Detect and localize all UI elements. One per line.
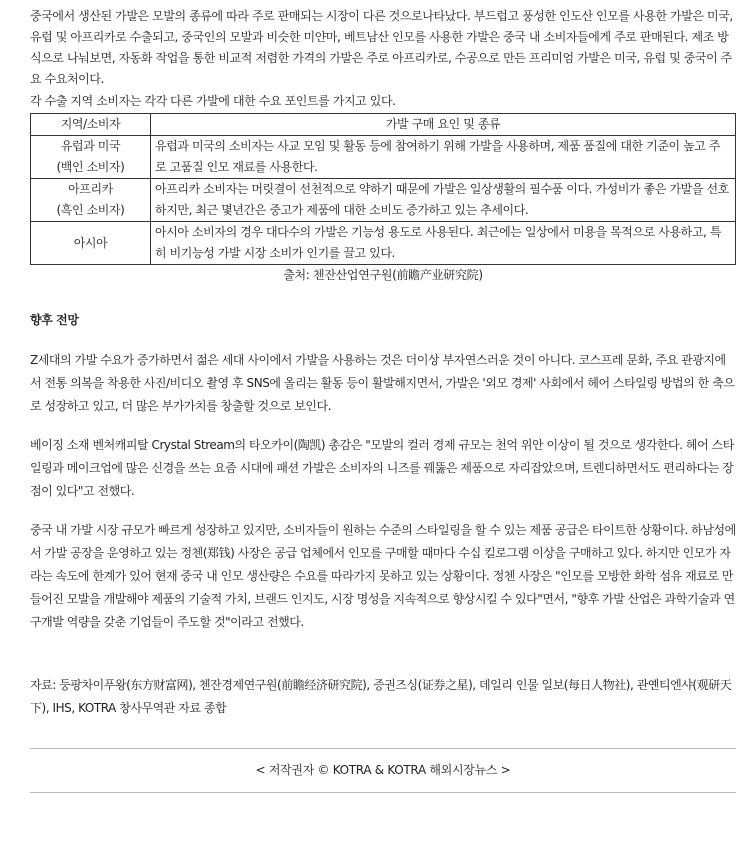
copyright-notice: < 저작권자 © KOTRA & KOTRA 해외시장뉴스 > xyxy=(255,763,511,777)
table-cell-description: 아프리카 소비자는 머릿결이 선천적으로 약하기 때문에 가발은 일상생활의 필수품 이다. 가성비가 좋은 가발을 선호하지만, 최근 몇년간은 중고가 제품에 대한 소비도 증가하고 있는 추세이다. xyxy=(151,179,736,222)
region-name: 유럽과 미국 xyxy=(60,139,121,153)
region-consumer: (흑인 소비자) xyxy=(56,203,125,217)
table-row xyxy=(31,136,736,179)
table-row xyxy=(31,179,736,222)
table-cell-region xyxy=(31,136,151,179)
table-row xyxy=(31,222,736,265)
outlook-paragraph: Z세대의 가발 수요가 증가하면서 젊은 세대 사이에서 가발을 사용하는 것은 더이상 부자연스러운 것이 아니다. 코스프레 문화, 주요 관광지에서 전통 의복을 착용한 사진/비디오 촬영 후 SNS에 올리는 활동 등이 활발해지면서, 가발은 '외모 경제' 사회에서 헤어 스타일링 방법의 한 축으로 성장하고 있고, 더 많은 부가가치를 창출할 것으로 보인다. xyxy=(30,353,735,413)
outlook-paragraph: 중국 내 가발 시장 규모가 빠르게 성장하고 있지만, 소비자들이 원하는 수준의 스타일링을 할 수 있는 제품 공급은 타이트한 상황이다. 하남성에서 가발 공장을 운영하고 있는 정첸(郑钱) 사장은 공급 업체에서 인모를 구매할 때마다 수십 킬로그램 이상을 구매하고 있다. 하지만 인모가 자라는 속도에 한계가 있어 현재 중국 내 인모 생산량은 수요를 따라가지 못하고 있는 상황이다. 정첸 사장은 "인모를 모방한 화학 섬유 재료로 만들어진 모발을 개발해야 제품의 기술적 가치, 브랜드 인지도, 시장 명성을 지속적으로 향상시킬 수 있다"면서, "향후 가발 산업은 과학기술과 연구개발 역량을 갖춘 기업들이 주도할 것"이라고 전했다. xyxy=(30,523,736,629)
region-name: 아프리카 xyxy=(68,182,113,196)
divider xyxy=(30,792,736,793)
references-line: 자료: 둥팡차이푸왕(东方财富网), 첸잔경제연구원(前瞻经济研究院), 증권즈싱(证券之星), 데일리 인물 일보(每日人物社), 관옌티엔샤(观研天下), IHS, KOTRA 창사무역관 자료 종합 xyxy=(30,678,732,715)
table-cell-description: 아시아 소비자의 경우 대다수의 가발은 기능성 용도로 사용된다. 최근에는 일상에서 미용을 목적으로 사용하고, 특히 비기능성 가발 시장 소비가 인기를 끌고 있다. xyxy=(151,222,736,265)
demand-table xyxy=(30,113,736,265)
section-heading: 향후 전망 xyxy=(30,313,79,327)
table-cell-region xyxy=(31,179,151,222)
region-name: 아시아 xyxy=(73,235,108,250)
table-header-row xyxy=(31,114,736,136)
region-consumer: (백인 소비자) xyxy=(56,160,125,174)
intro-table-lead: 각 수출 지역 소비자는 각각 다른 가발에 대한 수요 포인트를 가지고 있다. xyxy=(30,94,396,108)
table-header-region: 지역/소비자 xyxy=(31,114,151,136)
intro-paragraph: 중국에서 생산된 가발은 모발의 종류에 따라 주로 판매되는 시장이 다른 것으로나타났다. 부드럽고 풍성한 인도산 인모를 사용한 가발은 미국, 유럽 및 아프리카로 수출되고, 중국인의 모발과 비슷한 미얀마, 베트남산 인모를 사용한 가발은 중국 내 소비자들에게 주로 판매된다. 제조 방식으로 나눠보면, 자동화 작업을 통한 비교적 저렴한 가격의 가발은 주로 아프리카로, 수공으로 만든 프리미엄 가발은 미국, 유럽 및 중국이 주요 수요처이다. xyxy=(30,9,733,86)
table-cell-region xyxy=(31,222,151,265)
table-source-caption: 출처: 첸잔산업연구원(前瞻产业研究院) xyxy=(283,268,483,282)
table-cell-description: 유럽과 미국의 소비자는 사교 모임 및 활동 등에 참여하기 위해 가발을 사용하며, 제품 품질에 대한 기준이 높고 주로 고품질 인모 재료를 사용한다. xyxy=(151,136,736,179)
outlook-paragraph: 베이징 소재 벤처캐피탈 Crystal Stream의 타오카이(陶凯) 총감은 "모발의 컬러 경제 규모는 천억 위안 이상이 될 것으로 생각한다. 헤어 스타일링과 메이크업에 많은 신경을 쓰는 요즘 시대에 패션 가발은 소비자의 니즈를 꿰뚫은 제품으로 자리잡았으며, 트렌디하면서도 편리하다는 장점이 있다"고 전했다. xyxy=(30,438,734,498)
table-header-factors: 가발 구매 요인 및 종류 xyxy=(151,114,736,136)
